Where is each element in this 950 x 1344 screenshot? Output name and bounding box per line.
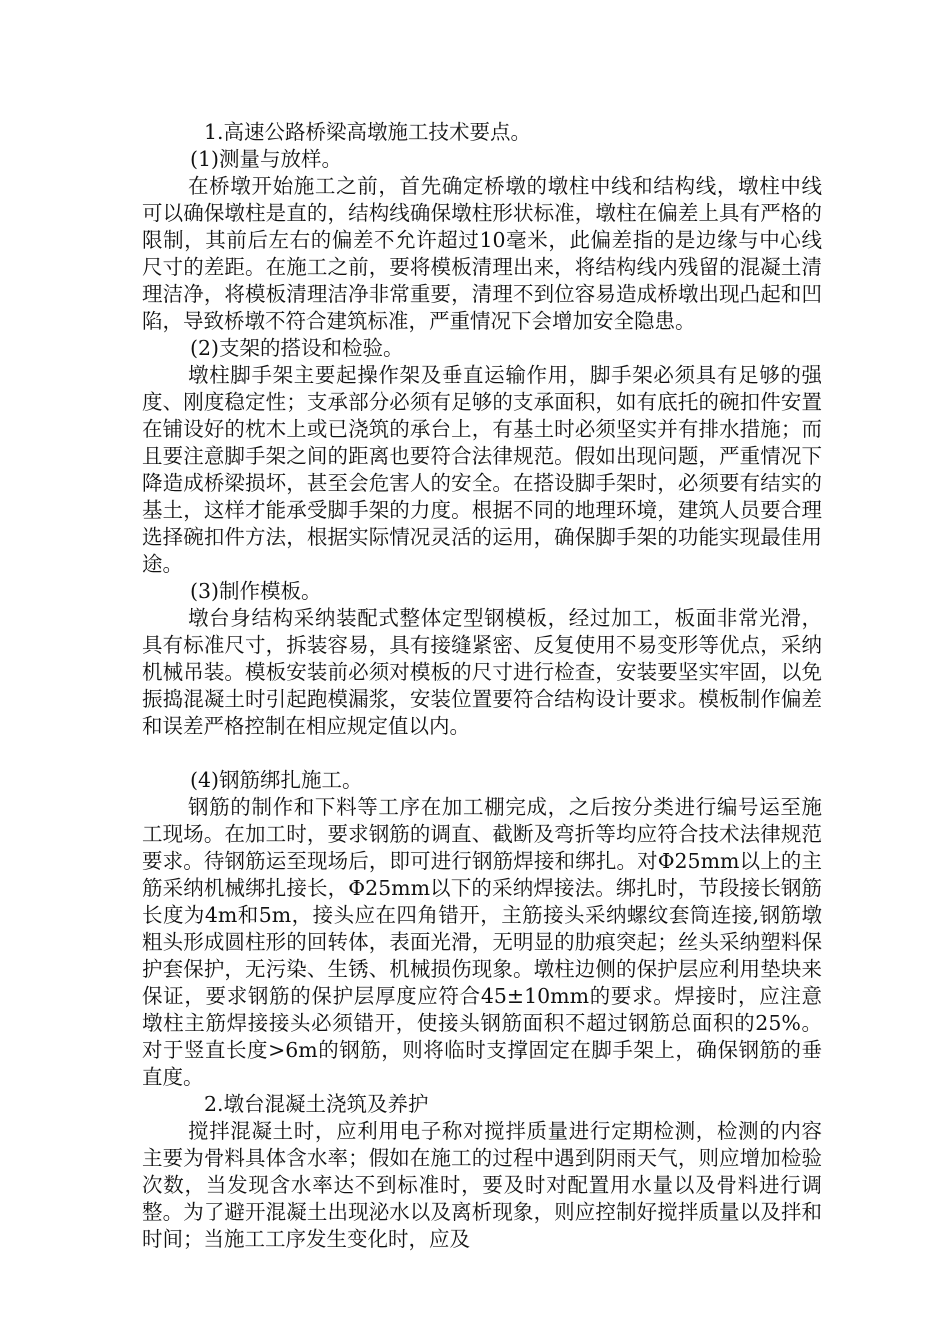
subsection-heading-surveying: (1)测量与放样。 bbox=[190, 147, 343, 171]
subsection-heading-rebar: (4)钢筋绑扎施工。 bbox=[190, 768, 363, 792]
paragraph-rebar: 钢筋的制作和下料等工序在加工棚完成，之后按分类进行编号运至施工现场。在加工时，要求钢筋的调直、截断及弯折等均应符合技术法律规范要求。待钢筋运至现场后，即可进行钢筋焊接和绑扎。对Φ25mm以上的主筋采纳机械绑扎接长，Φ25mm以下的采纳焊接法。绑扎时，节段接长钢筋长度为4m和5m，接头应在四角错开，主筋接头采纳螺纹套筒连接,钢筋墩粗头形成圆柱形的回转体，表面光滑，无明显的肋痕突起；丝头采纳塑料保护套保护，无污染、生锈、机械损伤现象。墩柱边侧的保护层应利用垫块来保证，要求钢筋的保护层厚度应符合45±10mm的要求。焊接时，应注意墩柱主筋焊接接头必须错开，使接头钢筋面积不超过钢筋总面积的25%。对于竖直长度>6m的钢筋，则将临时支撑固定在脚手架上，确保钢筋的垂直度。 bbox=[142, 795, 822, 1089]
paragraph-scaffold: 墩柱脚手架主要起操作架及垂直运输作用，脚手架必须具有足够的强度、刚度稳定性；支承部分必须有足够的支承面积，如有底托的碗扣件安置在铺设好的枕木上或已浇筑的承台上，有基土时必须坚实并有排水措施；而且要注意脚手架之间的距离也要符合法律规范。假如出现问题，严重情况下降造成桥梁损坏，甚至会危害人的安全。在搭设脚手架时，必须要有结实的基土，这样才能承受脚手架的力度。根据不同的地理环境，建筑人员要合理选择碗扣件方法，根据实际情况灵活的运用，确保脚手架的功能实现最佳用途。 bbox=[142, 363, 822, 576]
subsection-heading-scaffold: (2)支架的搭设和检验。 bbox=[190, 336, 404, 360]
section-heading-2: 2.墩台混凝土浇筑及养护 bbox=[204, 1092, 429, 1116]
paragraph-surveying: 在桥墩开始施工之前，首先确定桥墩的墩柱中线和结构线，墩柱中线可以确保墩柱是直的，结构线确保墩柱形状标准，墩柱在偏差上具有严格的限制，其前后左右的偏差不允许超过10毫米，此偏差指的是边缘与中心线尺寸的差距。在施工之前，要将模板清理出来，将结构线内残留的混凝土清理洁净，将模板清理洁净非常重要，清理不到位容易造成桥墩出现凸起和凹陷，导致桥墩不符合建筑标准，严重情况下会增加安全隐患。 bbox=[142, 174, 822, 333]
paragraph-concrete: 搅拌混凝土时，应利用电子称对搅拌质量进行定期检测，检测的内容主要为骨料具体含水率；假如在施工的过程中遇到阴雨天气，则应增加检验次数，当发现含水率达不到标准时，要及时对配置用水量以及骨料进行调整。为了避开混凝土出现泌水以及离析现象，则应控制好搅拌质量以及拌和时间；当施工工序发生变化时，应及 bbox=[142, 1119, 822, 1251]
paragraph-formwork: 墩台身结构采纳装配式整体定型钢模板，经过加工，板面非常光滑，具有标准尺寸，拆装容易，具有接缝紧密、反复使用不易变形等优点，采纳机械吊装。模板安装前必须对模板的尺寸进行检查，安装要坚实牢固，以免振捣混凝土时引起跑模漏浆，安装位置要符合结构设计要求。模板制作偏差和误差严格控制在相应规定值以内。 bbox=[142, 606, 822, 738]
document-body bbox=[142, 119, 822, 1253]
subsection-heading-formwork: (3)制作模板。 bbox=[190, 579, 322, 603]
section-heading-1: 1.高速公路桥梁高墩施工技术要点。 bbox=[204, 120, 532, 144]
